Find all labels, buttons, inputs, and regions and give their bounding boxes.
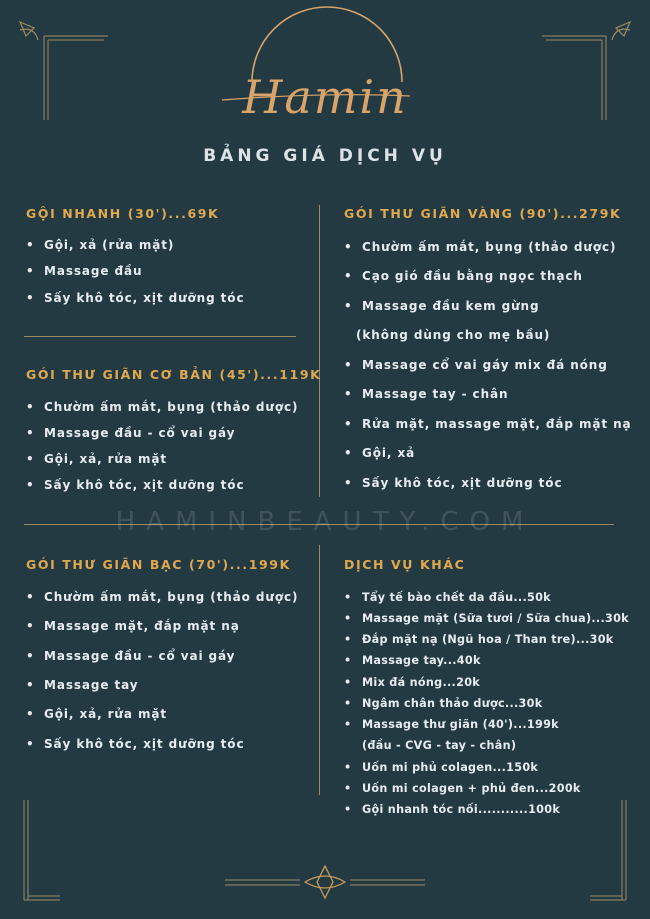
list-item-note: (không dùng cho mẹ bầu) [356,328,551,342]
bottom-center-ornament [0,860,650,910]
column-divider-bottom [319,545,320,795]
list-item: • Sấy khô tóc, xịt dưỡng tóc [344,476,563,490]
section-title-bac: GÓI THƯ GIÃN BẠC (70')...199K [26,557,291,572]
list-item: • Chườm ấm mắt, bụng (thảo dược) [26,590,299,604]
list-item: • Mix đá nóng...20k [344,676,481,689]
list-item: • Cạo gió đầu bằng ngọc thạch [344,269,583,283]
list-item: • Chườm ấm mắt, bụng (thảo dược) [344,240,617,254]
list-item: • Rửa mặt, massage mặt, đắp mặt nạ [344,417,632,431]
watermark: HAMINBEAUTY.COM [115,507,535,537]
list-item: • Gội, xả (rửa mặt) [26,238,175,252]
section-title-co-ban: GÓI THƯ GIÃN CƠ BẢN (45')...119K [26,367,322,382]
list-item: • Massage đầu - cổ vai gáy [26,426,236,440]
list-item: • Massage thư giãn (40')...199k [344,718,559,731]
list-item: • Sấy khô tóc, xịt dưỡng tóc [26,291,245,305]
section-title-vang: GÓI THƯ GIÃN VÀNG (90')...279K [344,206,622,221]
list-item: • Sấy khô tóc, xịt dưỡng tóc [26,737,245,751]
list-item: • Uốn mi phủ colagen...150k [344,761,539,774]
list-item: • Uốn mi colagen + phủ đen...200k [344,782,581,795]
list-item: • Ngâm chân thảo dược...30k [344,697,543,710]
list-item: • Massage cổ vai gáy mix đá nóng [344,358,608,372]
divider-left [24,336,296,337]
page-title: BẢNG GIÁ DỊCH VỤ [203,146,447,166]
section-title-khac: DỊCH VỤ KHÁC [344,557,466,572]
list-item: • Đắp mặt nạ (Ngũ hoa / Than tre)...30k [344,633,614,646]
brand-logo: Hamin [242,70,408,124]
list-item: • Massage đầu kem gừng [344,299,540,313]
list-item: • Massage tay - chân [344,387,509,401]
list-item: • Gội nhanh tóc nối...........100k [344,803,561,816]
list-item-note: (đầu - CVG - tay - chân) [362,739,517,752]
list-item: • Massage đầu - cổ vai gáy [26,649,236,663]
list-item: • Massage mặt (Sữa tươi / Sữa chua)...30k [344,612,629,625]
column-divider-top [319,205,320,497]
list-item: • Massage tay [26,678,139,692]
list-item: • Gội, xả, rửa mặt [26,707,167,721]
list-item: • Chườm ấm mắt, bụng (thảo dược) [26,400,299,414]
list-item: • Massage đầu [26,264,143,278]
section-title-goi-nhanh: GỘI NHANH (30')...69K [26,206,220,221]
list-item: • Sấy khô tóc, xịt dưỡng tóc [26,478,245,492]
list-item: • Gội, xả [344,446,416,460]
list-item: • Massage tay...40k [344,654,481,667]
list-item: • Tẩy tế bào chết da đầu...50k [344,591,551,604]
list-item: • Gội, xả, rửa mặt [26,452,167,466]
list-item: • Massage mặt, đắp mặt nạ [26,619,240,633]
